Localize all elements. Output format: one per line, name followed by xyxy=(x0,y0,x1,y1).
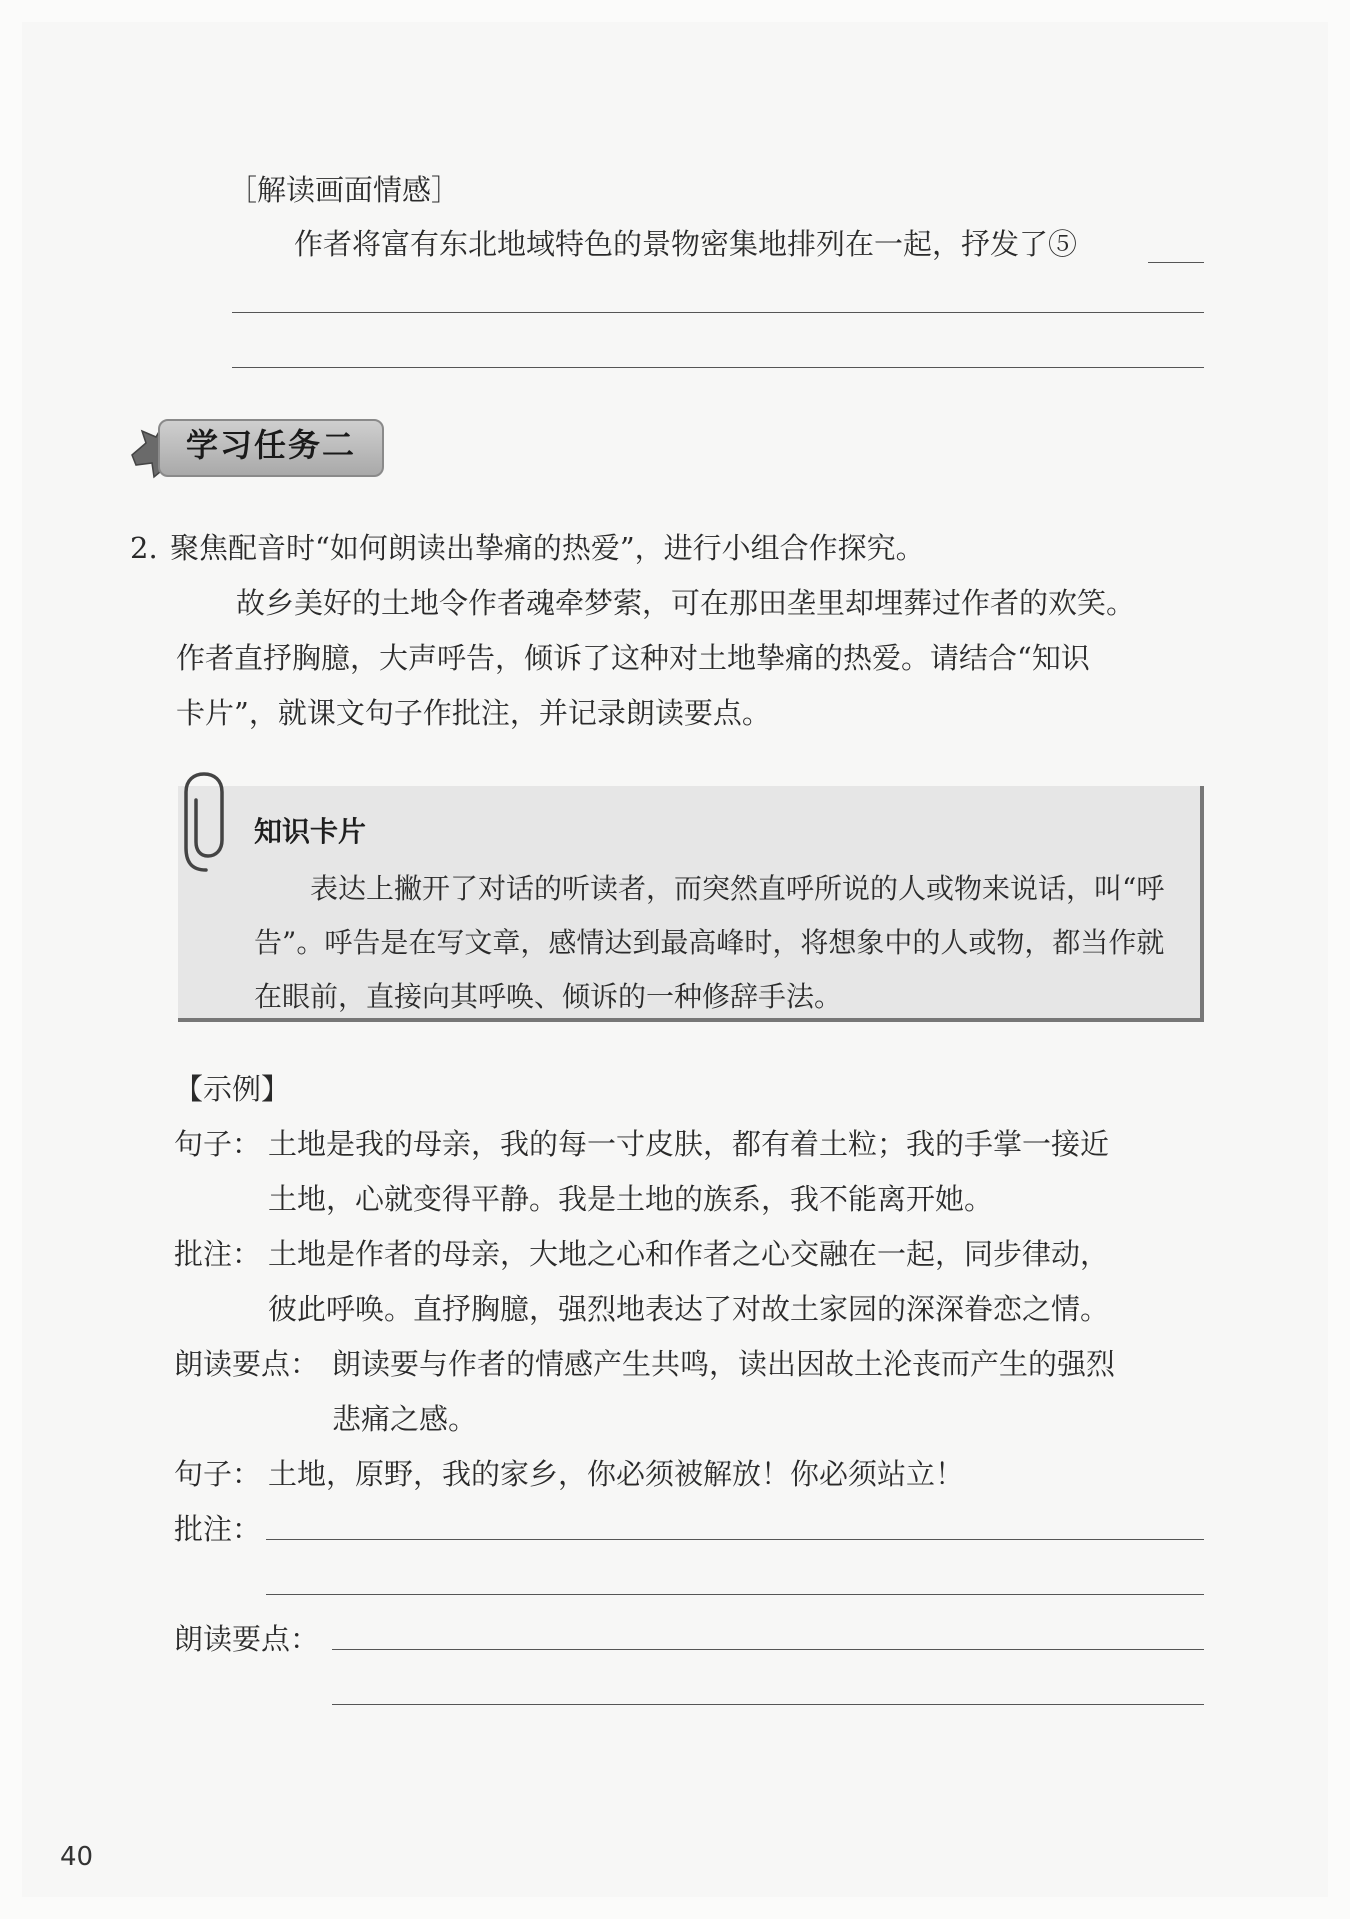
example-reading-points: 悲痛之感。 xyxy=(332,1402,478,1436)
reading-points-label: 朗读要点： xyxy=(174,1347,320,1381)
answer-line[interactable] xyxy=(232,312,1204,313)
note-answer-line[interactable] xyxy=(266,1539,1204,1540)
card-body xyxy=(254,862,1174,1024)
card-title: 知识卡片 xyxy=(254,815,367,848)
reading-points-answer-line[interactable] xyxy=(332,1704,1204,1705)
question-text: 聚焦配音时“如何朗读出挚痛的热爱”，进行小组合作探究。 xyxy=(170,531,925,565)
answer-line[interactable] xyxy=(232,367,1204,368)
reading-points-label: 朗读要点： xyxy=(174,1622,320,1656)
question-paragraph: 故乡美好的土地令作者魂牵梦萦，可在那田垄里却埋葬过作者的欢笑。 xyxy=(236,586,1136,620)
reading-points-answer-line[interactable] xyxy=(332,1649,1204,1650)
task-banner-label: 学习任务二 xyxy=(186,426,357,464)
question-paragraph: 卡片”，就课文句子作批注，并记录朗读要点。 xyxy=(176,696,771,730)
note-label: 批注： xyxy=(174,1512,262,1546)
knowledge-card xyxy=(178,786,1204,1022)
note-answer-line[interactable] xyxy=(266,1594,1204,1595)
card-body-text: 表达上撇开了对话的听读者，而突然直呼所说的人或物来说话，叫“呼告”。呼告是在写文章，感情达到最高峰时，将想象中的人或物，都当作就在眼前，直接向其呼唤、倾诉的一种修辞手法。 xyxy=(254,872,1165,1013)
task-banner xyxy=(130,417,390,479)
question-paragraph: 作者直抒胸臆，大声呼告，倾诉了这种对土地挚痛的热爱。请结合“知识 xyxy=(176,641,1090,675)
question-number: 2. xyxy=(130,531,158,565)
note-label: 批注： xyxy=(174,1237,262,1271)
section-prompt: 作者将富有东北地域特色的景物密集地排列在一起，抒发了⑤ xyxy=(294,227,1078,261)
example-note: 土地是作者的母亲，大地之心和作者之心交融在一起，同步律动， xyxy=(268,1237,1110,1271)
paperclip-icon xyxy=(176,770,236,880)
sentence-label: 句子： xyxy=(174,1457,262,1491)
example-note: 彼此呼唤。直抒胸臆，强烈地表达了对故土家园的深深眷恋之情。 xyxy=(268,1292,1110,1326)
example-heading: 【示例】 xyxy=(174,1072,291,1106)
exercise-sentence: 土地，原野，我的家乡，你必须被解放！你必须站立！ xyxy=(268,1457,965,1491)
page-number: 40 xyxy=(60,1842,94,1872)
answer-blank-inline[interactable] xyxy=(1148,262,1204,263)
sentence-label: 句子： xyxy=(174,1127,262,1161)
example-sentence: 土地，心就变得平静。我是土地的族系，我不能离开她。 xyxy=(268,1182,994,1216)
example-sentence: 土地是我的母亲，我的每一寸皮肤，都有着土粒；我的手掌一接近 xyxy=(268,1127,1110,1161)
section-heading: ［解读画面情感］ xyxy=(228,173,461,207)
example-reading-points: 朗读要与作者的情感产生共鸣，读出因故土沦丧而产生的强烈 xyxy=(332,1347,1116,1381)
